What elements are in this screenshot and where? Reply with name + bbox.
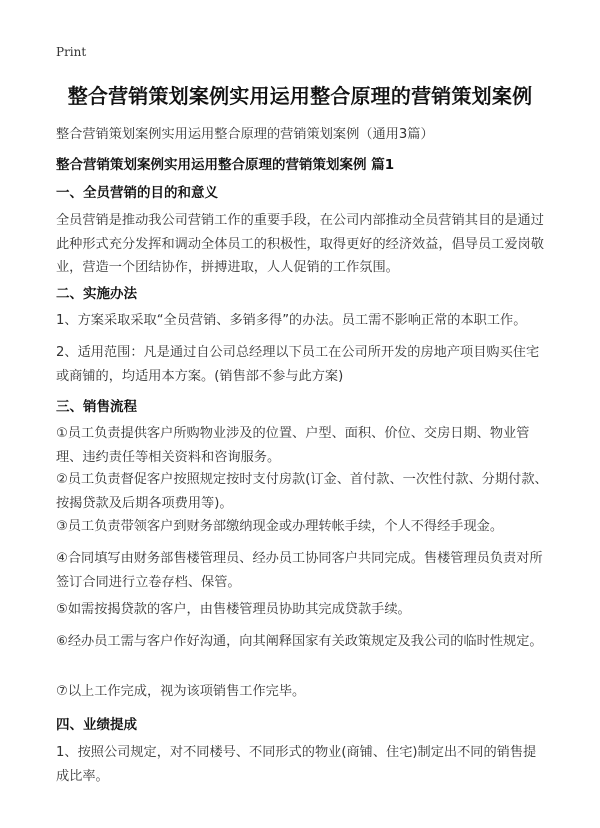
document-subtitle: 整合营销策划案例实用运用整合原理的营销策划案例（通用3篇） xyxy=(56,127,434,142)
section-heading-2: 二、实施办法 xyxy=(56,286,137,302)
paragraph-method-1: 1、方案采取采取“全员营销、多销多得”的办法。员工需不影响正常的本职工作。 xyxy=(56,313,527,328)
paragraph-process-5: ⑤如需按揭贷款的客户，由售楼管理员协助其完成贷款手续。 xyxy=(56,602,411,617)
paragraph-commission-1: 1、按照公司规定，对不同楼号、不同形式的物业(商铺、住宅)制定出不同的销售提成比率。 xyxy=(56,745,537,784)
paragraph-process-2: ②员工负责督促客户按照规定按时支付房款(订金、首付款、一次性付款、分期付款、按揭贷款及后期各项费用等)。 xyxy=(56,472,548,511)
paragraph-process-6: ⑥经办员工需与客户作好沟通，向其阐释国家有关政策规定及我公司的临时性规定。 xyxy=(56,634,543,649)
paragraph-process-3: ③员工负责带领客户到财务部缴纳现金或办理转帐手续，个人不得经手现金。 xyxy=(56,519,504,534)
paragraph-process-7: ⑦以上工作完成，视为该项销售工作完毕。 xyxy=(56,684,306,699)
document-title: 整合营销策划案例实用运用整合原理的营销策划案例 xyxy=(67,84,533,108)
chapter-heading: 整合营销策划案例实用运用整合原理的营销策划案例 篇1 xyxy=(56,157,395,173)
section-heading-1: 一、全员营销的目的和意义 xyxy=(56,185,218,201)
section-heading-3: 三、销售流程 xyxy=(56,399,137,415)
print-label: Print xyxy=(56,45,87,59)
section-heading-4: 四、业绩提成 xyxy=(56,717,137,733)
paragraph-purpose: 全员营销是推动我公司营销工作的重要手段，在公司内部推动全员营销其目的是通过此种形式充分发挥和调动全体员工的积极性，取得更好的经济效益，倡导员工爱岗敬业，营造一个团结协作，拼搏进取，人人促销的工作氛围。 xyxy=(56,213,544,275)
paragraph-process-4: ④合同填写由财务部售楼管理员、经办员工协同客户共同完成。售楼管理员负责对所签订合同进行立卷存档、保管。 xyxy=(56,551,543,590)
paragraph-method-2: 2、适用范围：凡是通过自公司总经理以下员工在公司所开发的房地产项目购买住宅或商铺的，均适用本方案。(销售部不参与此方案) xyxy=(56,345,540,384)
paragraph-process-1: ①员工负责提供客户所购物业涉及的位置、户型、面积、价位、交房日期、物业管理、违约责任等相关资料和咨询服务。 xyxy=(56,426,530,465)
